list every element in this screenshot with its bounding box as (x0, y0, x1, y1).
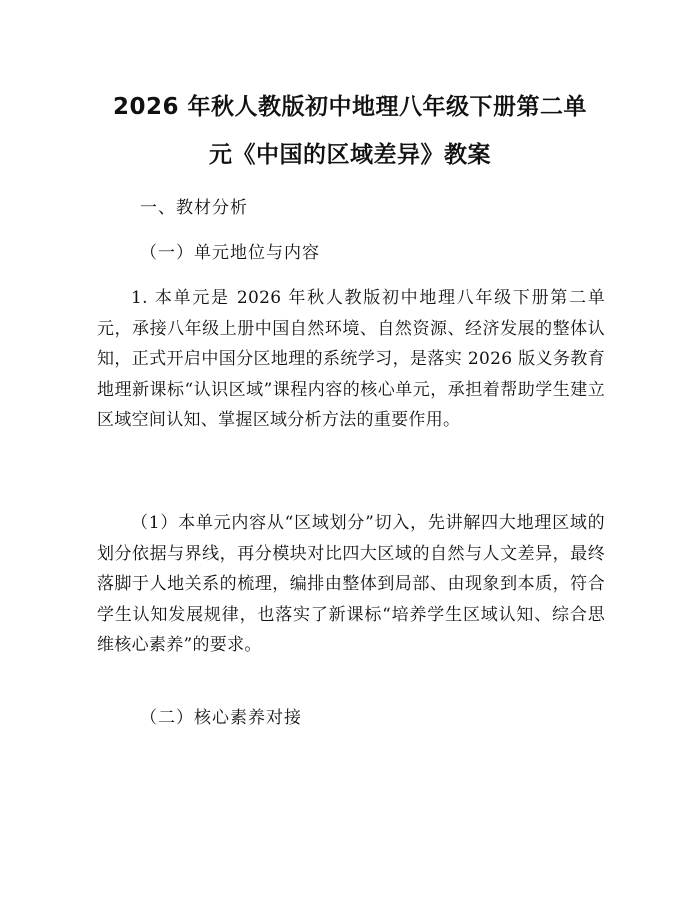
paragraph-unit-content: （1）本单元内容从“区域划分”切入，先讲解四大地理区域的划分依据与界线，再分模块对比四大区域的自然与人文差异，最终落脚于人地关系的梳理，编排由整体到局部、由现象到本质，符合学生认知发展规律，也落实了新课标“培养学生区域认知、综合思维核心素养”的要求。 (97, 513, 605, 656)
paragraph-unit-overview: 1. 本单元是 2026 年秋人教版初中地理八年级下册第二单元，承接八年级上册中国自然环境、自然资源、经济发展的整体认知，正式开启中国分区地理的系统学习，是落实 2026 版义务教育地理新课标“认识区域”课程内容的核心单元，承担着帮助学生建立区域空间认知、掌握区域分析方法的重要作用。 (97, 288, 605, 431)
document-title-line-2: 元《中国的区域差异》教案 (209, 142, 491, 168)
section-heading-textbook-analysis: 一、教材分析 (140, 198, 248, 218)
document-title-line-1: 2026 年秋人教版初中地理八年级下册第二单 (112, 94, 588, 120)
subsection-heading-core-literacy: （二）核心素养对接 (140, 708, 302, 728)
subsection-heading-unit-position: （一）单元地位与内容 (140, 243, 320, 263)
